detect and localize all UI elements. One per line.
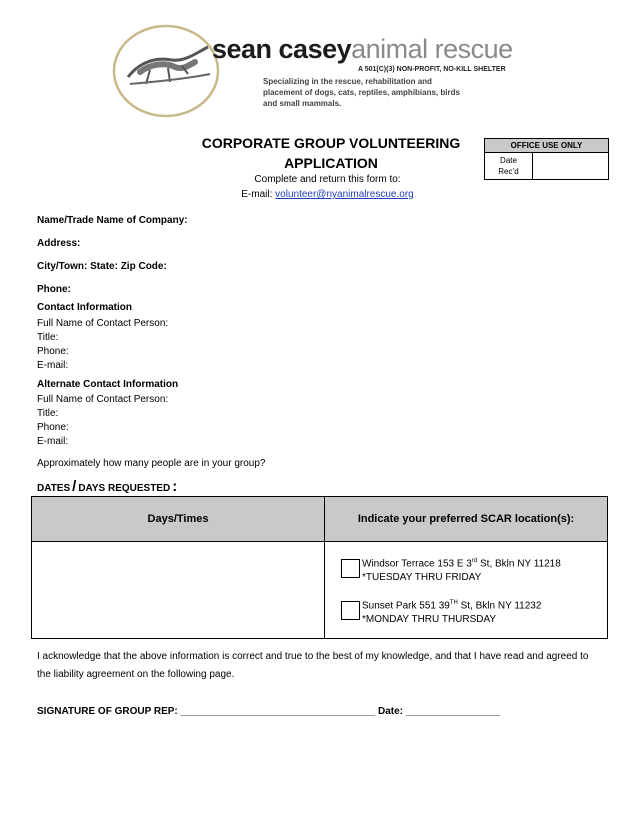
mission-statement: Specializing in the rescue, rehabilitation and placement of dogs, cats, reptiles, amphibians, birds and small mammals. [263, 77, 460, 108]
email-label: E-mail: [241, 189, 273, 200]
instruction-text: Complete and return this form to: [254, 174, 401, 185]
title-line-2: APPLICATION [284, 155, 378, 171]
loc1-address-prefix: Windsor Terrace 153 E 3 [362, 558, 472, 570]
office-use-header: OFFICE USE ONLY [485, 139, 608, 153]
contact-heading: Contact Information [37, 302, 132, 313]
address-field[interactable]: Address: [37, 238, 81, 249]
company-name-field[interactable]: Name/Trade Name of Company: [37, 215, 188, 226]
days-times-cell[interactable] [32, 542, 325, 639]
office-use-box [484, 138, 609, 180]
date-received-field[interactable] [533, 153, 608, 179]
tagline: A 501(C)(3) NON-PROFIT, NO-KILL SHELTER [358, 66, 506, 73]
contact-title-field[interactable]: Title: [37, 332, 59, 343]
location-header: Indicate your preferred SCAR location(s): [325, 497, 608, 542]
brand-name [212, 34, 513, 65]
dates-colon: : [172, 478, 178, 495]
loc2-address-prefix: Sunset Park 551 39 [362, 600, 450, 612]
loc1-days: *TUESDAY THRU FRIDAY [362, 572, 482, 584]
loc2-days: *MONDAY THRU THURSDAY [362, 614, 497, 626]
loc1-address-suffix: St, Bkln NY 11218 [477, 558, 561, 570]
date-label-line-2: Rec’d [498, 167, 519, 176]
dates-word: DATES [37, 483, 71, 494]
signature-date-field[interactable]: _________________ [405, 706, 501, 717]
alt-contact-name-field[interactable]: Full Name of Contact Person: [37, 394, 169, 405]
dates-slash: / [72, 478, 77, 495]
contact-phone-field[interactable]: Phone: [37, 346, 69, 357]
dates-requested-heading [37, 478, 179, 495]
loc2-ordinal: TH [449, 600, 458, 606]
loc2-address-suffix: St, Bkln NY 11232 [457, 600, 542, 612]
signature-line [37, 706, 500, 717]
date-label-line-1: Date [500, 156, 517, 165]
phone-field[interactable]: Phone: [37, 284, 71, 295]
windsor-terrace-option [362, 554, 561, 585]
city-state-zip-field[interactable]: City/Town: State: Zip Code: [37, 261, 167, 272]
windsor-terrace-checkbox[interactable] [341, 559, 360, 578]
acknowledgement-text: I acknowledge that the above information is correct and true to the best of my knowledge, and that I have read and agreed to the liability agreement on the following page. [37, 651, 589, 680]
brand-part-2: animal rescue [351, 34, 513, 64]
signature-label: SIGNATURE OF GROUP REP: [37, 706, 178, 717]
logo-image [110, 22, 222, 120]
email-link[interactable]: volunteer@nyanimalrescue.org [275, 189, 414, 200]
alt-contact-email-field[interactable]: E-mail: [37, 436, 69, 447]
alt-contact-phone-field[interactable]: Phone: [37, 422, 69, 433]
signature-field[interactable]: ___________________________________ [180, 706, 376, 717]
location-cell [325, 542, 608, 639]
brand-part-1: sean casey [212, 34, 352, 64]
return-instructions [205, 172, 450, 202]
contact-name-field[interactable]: Full Name of Contact Person: [37, 318, 169, 329]
sunset-park-checkbox[interactable] [341, 601, 360, 620]
date-received-label [485, 153, 533, 179]
days-requested-word: DAYS REQUESTED [78, 483, 171, 494]
sunset-park-option [362, 596, 541, 627]
loc1-ordinal: rd [471, 558, 478, 564]
form-title [190, 133, 472, 173]
contact-email-field[interactable]: E-mail: [37, 360, 69, 371]
title-line-1: CORPORATE GROUP VOLUNTEERING [201, 135, 461, 151]
alt-contact-title-field[interactable]: Title: [37, 408, 59, 419]
signature-date-label: Date: [377, 706, 403, 717]
alt-contact-heading: Alternate Contact Information [37, 379, 179, 390]
days-times-header: Days/Times [32, 497, 325, 542]
group-size-field[interactable]: Approximately how many people are in your group? [37, 458, 266, 469]
schedule-table [31, 496, 608, 639]
